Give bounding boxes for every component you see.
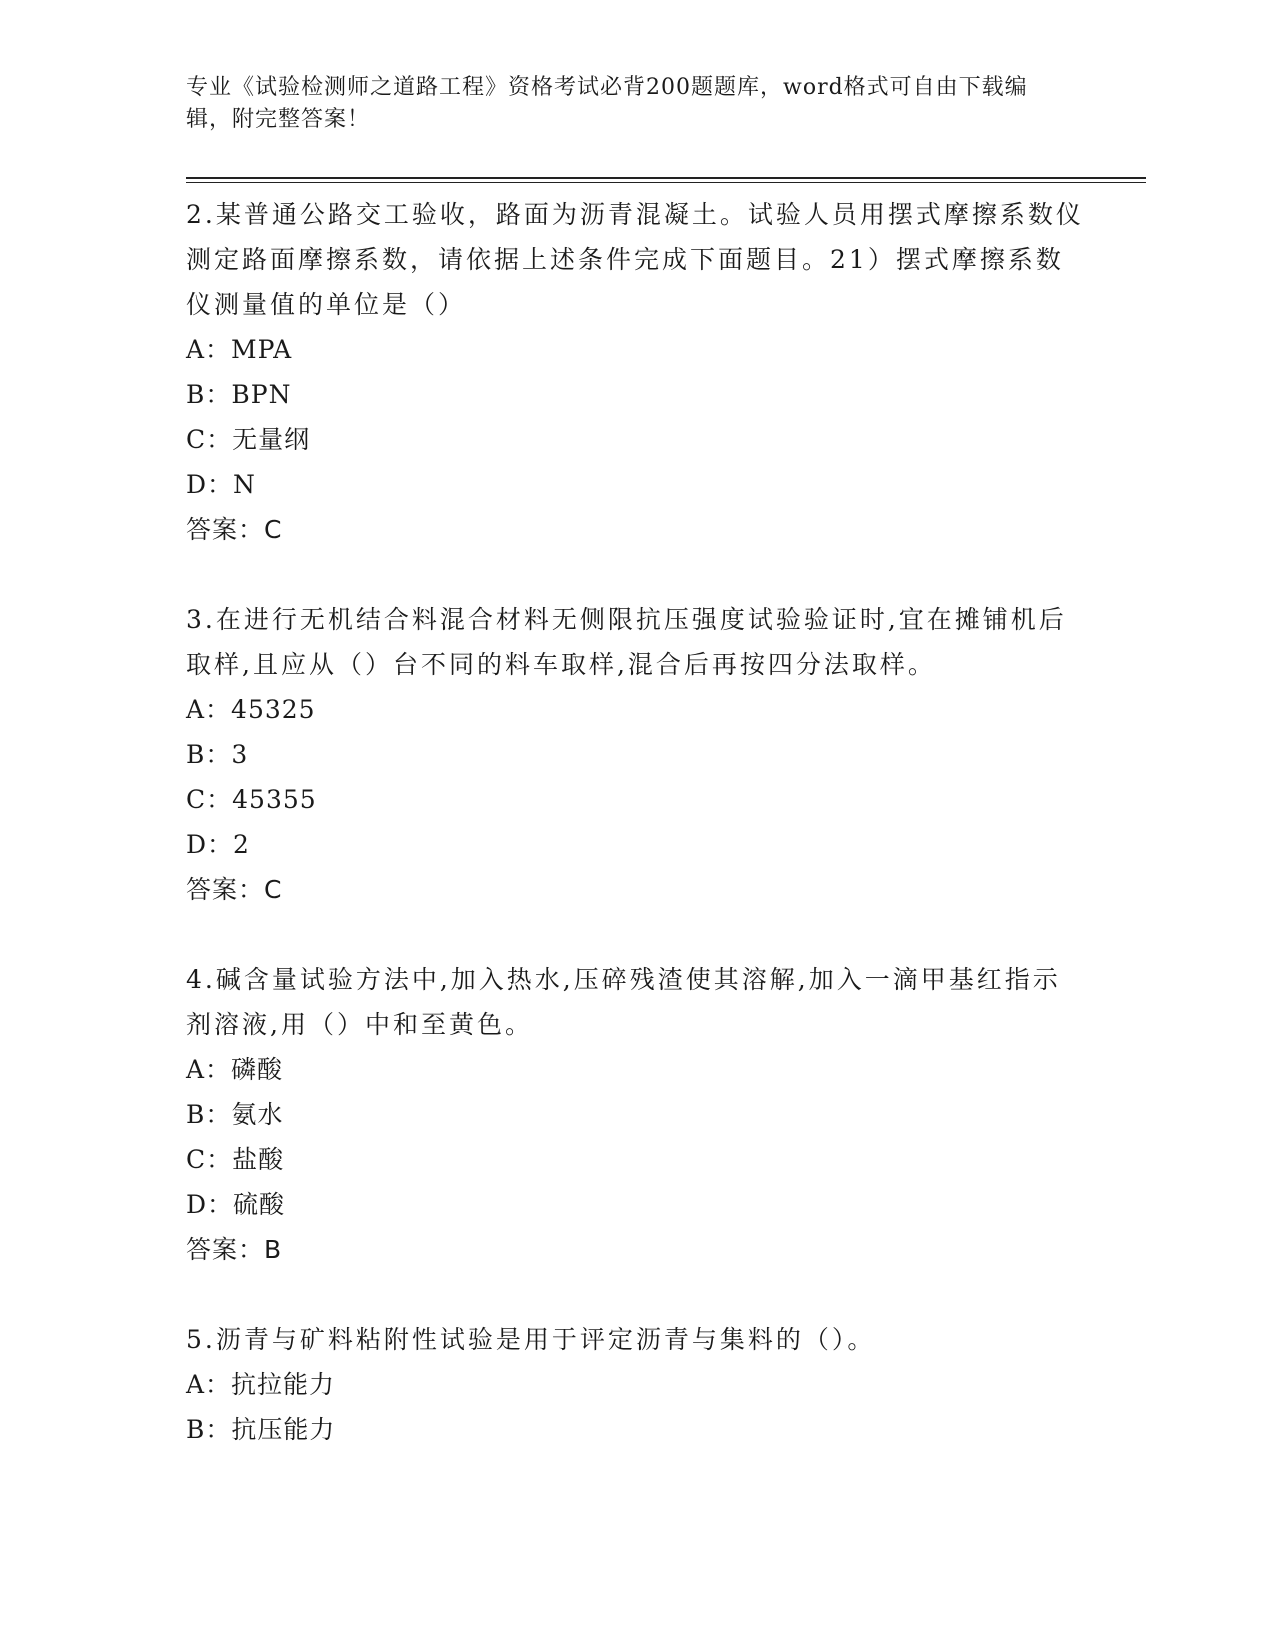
option-b: B：氨水 (186, 1100, 284, 1129)
question-text: 3.在进行无机结合料混合材料无侧限抗压强度试验验证时,宜在摊铺机后取样,且应从（）台不同的料车取样,混合后再按四分法取样。 (186, 605, 1067, 679)
question-3 (186, 597, 1086, 912)
option-d: D：N (186, 470, 256, 499)
question-list (186, 192, 1086, 1452)
option-a: A：抗拉能力 (186, 1370, 336, 1399)
option-a: A：MPA (186, 335, 293, 364)
option-b: B：BPN (186, 380, 292, 409)
option-c: C：盐酸 (186, 1145, 285, 1174)
question-5 (186, 1317, 1086, 1452)
option-d: D：硫酸 (186, 1190, 286, 1219)
option-b: B：抗压能力 (186, 1415, 336, 1444)
option-b: B：3 (186, 740, 249, 769)
question-text: 2.某普通公路交工验收，路面为沥青混凝土。试验人员用摆式摩擦系数仪测定路面摩擦系数，请依据上述条件完成下面题目。21）摆式摩擦系数仪测量值的单位是（） (186, 200, 1084, 319)
option-a: A：磷酸 (186, 1055, 284, 1084)
answer-line: 答案：C (186, 515, 283, 544)
document-header: 专业《试验检测师之道路工程》资格考试必背200题题库，word格式可自由下载编辑，附完整答案！ (186, 75, 1028, 132)
option-d: D：2 (186, 830, 250, 859)
question-text: 4.碱含量试验方法中,加入热水,压碎残渣使其溶解,加入一滴甲基红指示剂溶液,用（）中和至黄色。 (186, 965, 1061, 1039)
option-c: C：无量纲 (186, 425, 311, 454)
question-4 (186, 957, 1086, 1272)
question-2 (186, 192, 1086, 552)
header-divider-thick (186, 177, 1146, 179)
option-a: A：45325 (186, 695, 316, 724)
answer-line: 答案：B (186, 1235, 283, 1264)
option-c: C：45355 (186, 785, 317, 814)
header-divider-thin (186, 182, 1146, 183)
question-text: 5.沥青与矿料粘附性试验是用于评定沥青与集料的（）。 (186, 1325, 876, 1354)
answer-line: 答案：C (186, 875, 283, 904)
